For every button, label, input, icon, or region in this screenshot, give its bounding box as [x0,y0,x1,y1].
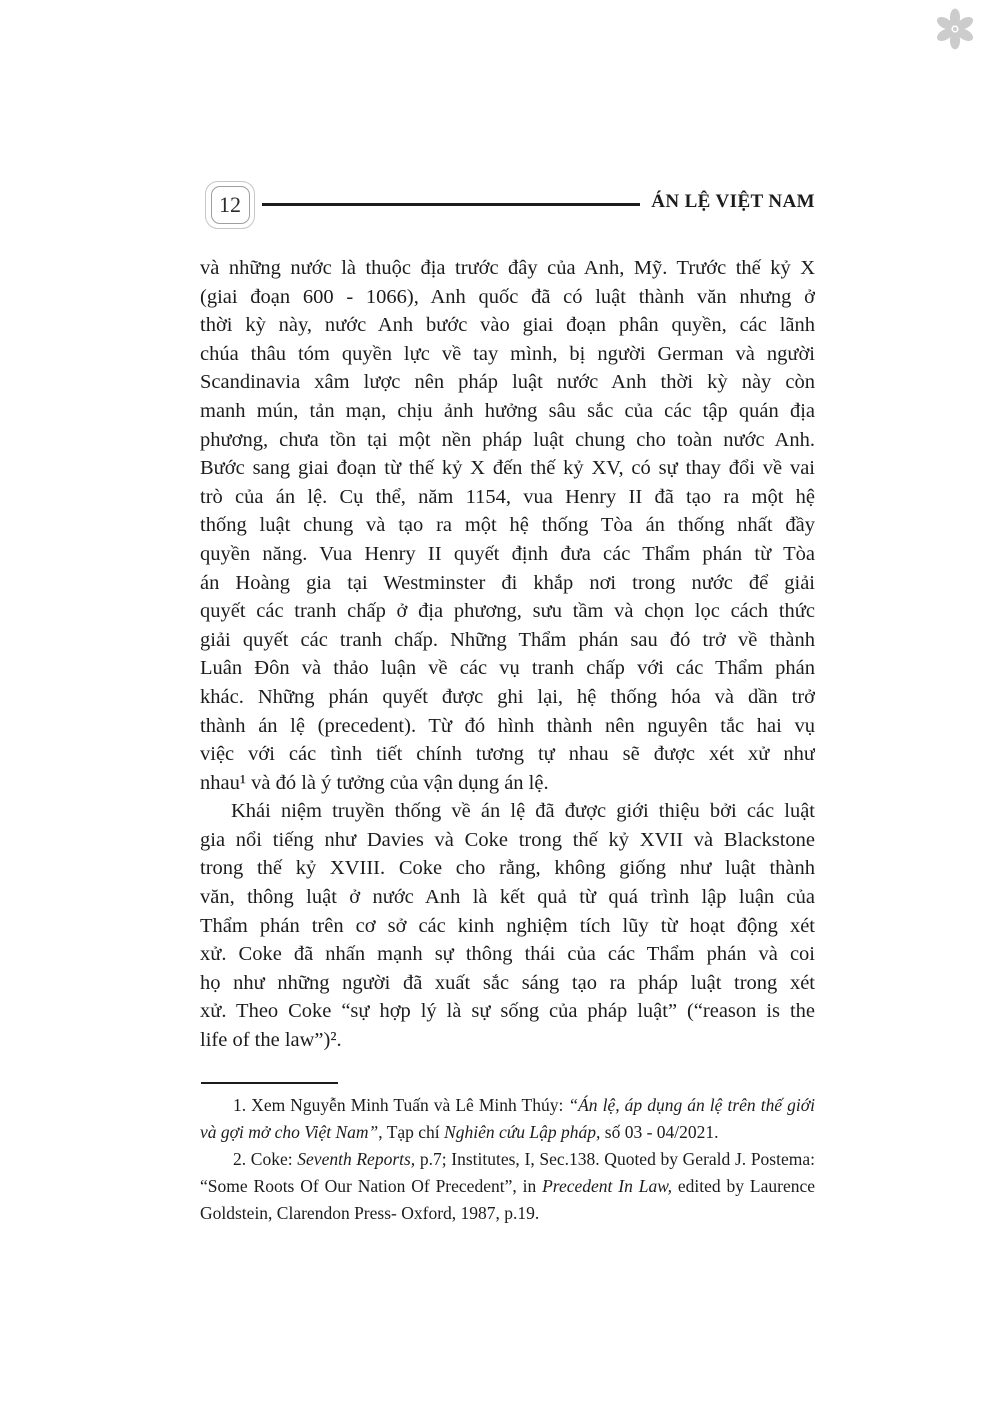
body-line: việc với các tình tiết chính tương tự nhau sẽ được xét xử như [200,743,815,766]
footnotes [200,1092,815,1227]
flower-ornament-icon [933,7,977,51]
body-line: phương, chưa tồn tại một nền pháp luật chung cho toàn nước Anh. [200,428,815,451]
book-title: ÁN LỆ VIỆT NAM [651,191,815,212]
footnote-segment: , Tạp chí [378,1122,445,1142]
body-line: thời kỳ này, nước Anh bước vào giai đoạn phân quyền, các lãnh [200,314,815,337]
body-line: xử. Theo Coke “sự hợp lý là sự sống của pháp luật” (“reason is the [200,1000,815,1023]
footnote-segment: 1. Xem Nguyễn Minh Tuấn và Lê Minh Thúy: [233,1095,569,1115]
footnote-segment: 2. Coke: [233,1149,298,1169]
body-line: trò của án lệ. Cụ thể, năm 1154, vua Henry II đã tạo ra một hệ [200,485,815,508]
body-line: chúa thâu tóm quyền lực về tay mình, bị người German và người [200,342,815,365]
footnote-segment-italic: Nghiên cứu Lập pháp, [444,1122,601,1142]
body-line: và những nước là thuộc địa trước đây của Anh, Mỹ. Trước thế kỷ X [200,257,815,279]
body-line: Bước sang giai đoạn từ thế kỷ X đến thế kỷ XV, có sự thay đổi về vai [200,457,815,480]
footnote-separator [201,1082,338,1084]
body-line: văn, thông luật ở nước Anh là kết quả từ quá trình lập luận của [200,886,815,909]
body-text [200,254,815,1055]
footnote-segment-italic: “Án lệ, áp dụng án lệ trên thế giới và gợi mở cho Việt Nam” [200,1095,815,1142]
body-line: life of the law”)². [200,1029,342,1052]
body-line: manh mún, tản mạn, chịu ảnh hưởng sâu sắc của các tập quán địa [200,399,815,422]
body-line: nhau¹ và đó là ý tưởng của vận dụng án lệ. [200,771,549,794]
body-line: án Hoàng gia tại Westminster đi khắp nơi trong nước để giải [200,571,815,594]
body-line: khác. Những phán quyết được ghi lại, hệ thống hóa và dần trở [200,685,815,708]
footnote [200,1146,815,1227]
page-number: 12 [211,186,250,224]
footnote-segment-italic: Seventh Reports, [297,1149,416,1169]
body-line: thành án lệ (precedent). Từ đó hình thành nên nguyên tắc hai vụ [200,714,815,737]
footnote-segment: số 03 - 04/2021. [600,1122,719,1142]
header-rule [262,203,640,206]
body-line: quyền năng. Vua Henry II quyết định đưa các Thẩm phán từ Tòa [200,542,815,565]
footnote-segment: edited by Laurence Goldstein, Clarendon Press- Oxford, 1987, p.19. [200,1176,815,1223]
body-line: (giai đoạn 600 - 1066), Anh quốc đã có luật thành văn nhưng ở [200,285,815,308]
body-line: giải quyết các tranh chấp. Những Thẩm phán sau đó trở về thành [200,628,815,651]
body-line: gia nổi tiếng như Davies và Coke trong thế kỷ XVII và Blackstone [200,828,815,851]
body-line: họ như những người đã xuất sắc sáng tạo ra pháp luật trong xét [200,971,815,994]
page-number-box [205,181,255,229]
body-line: Scandinavia xâm lược nên pháp luật nước Anh thời kỳ này còn [200,371,815,394]
body-line: quyết các tranh chấp ở địa phương, sưu tầm và chọn lọc cách thức [200,600,815,623]
body-line: Luân Đôn và thảo luận về các vụ tranh chấp với các Thẩm phán [200,657,815,680]
body-line: xử. Coke đã nhấn mạnh sự thông thái của các Thẩm phán và coi [200,943,815,966]
footnote-segment-italic: Precedent In Law, [542,1176,672,1196]
footnote-segment: p.7; Institutes, I, Sec.138. Quoted by Gerald J. Postema: “Some Roots Of Our Nation Of Precedent”, in [200,1149,815,1196]
footnote [200,1092,815,1146]
body-line: Thẩm phán trên cơ sở các kinh nghiệm tích lũy từ hoạt động xét [200,914,815,937]
body-line: trong thế kỷ XVIII. Coke cho rằng, không giống như luật thành [200,857,815,880]
body-line: thống luật chung và tạo ra một hệ thống Tòa án thống nhất đầy [200,514,815,537]
body-line: Khái niệm truyền thống về án lệ đã được giới thiệu bởi các luật [231,800,815,823]
